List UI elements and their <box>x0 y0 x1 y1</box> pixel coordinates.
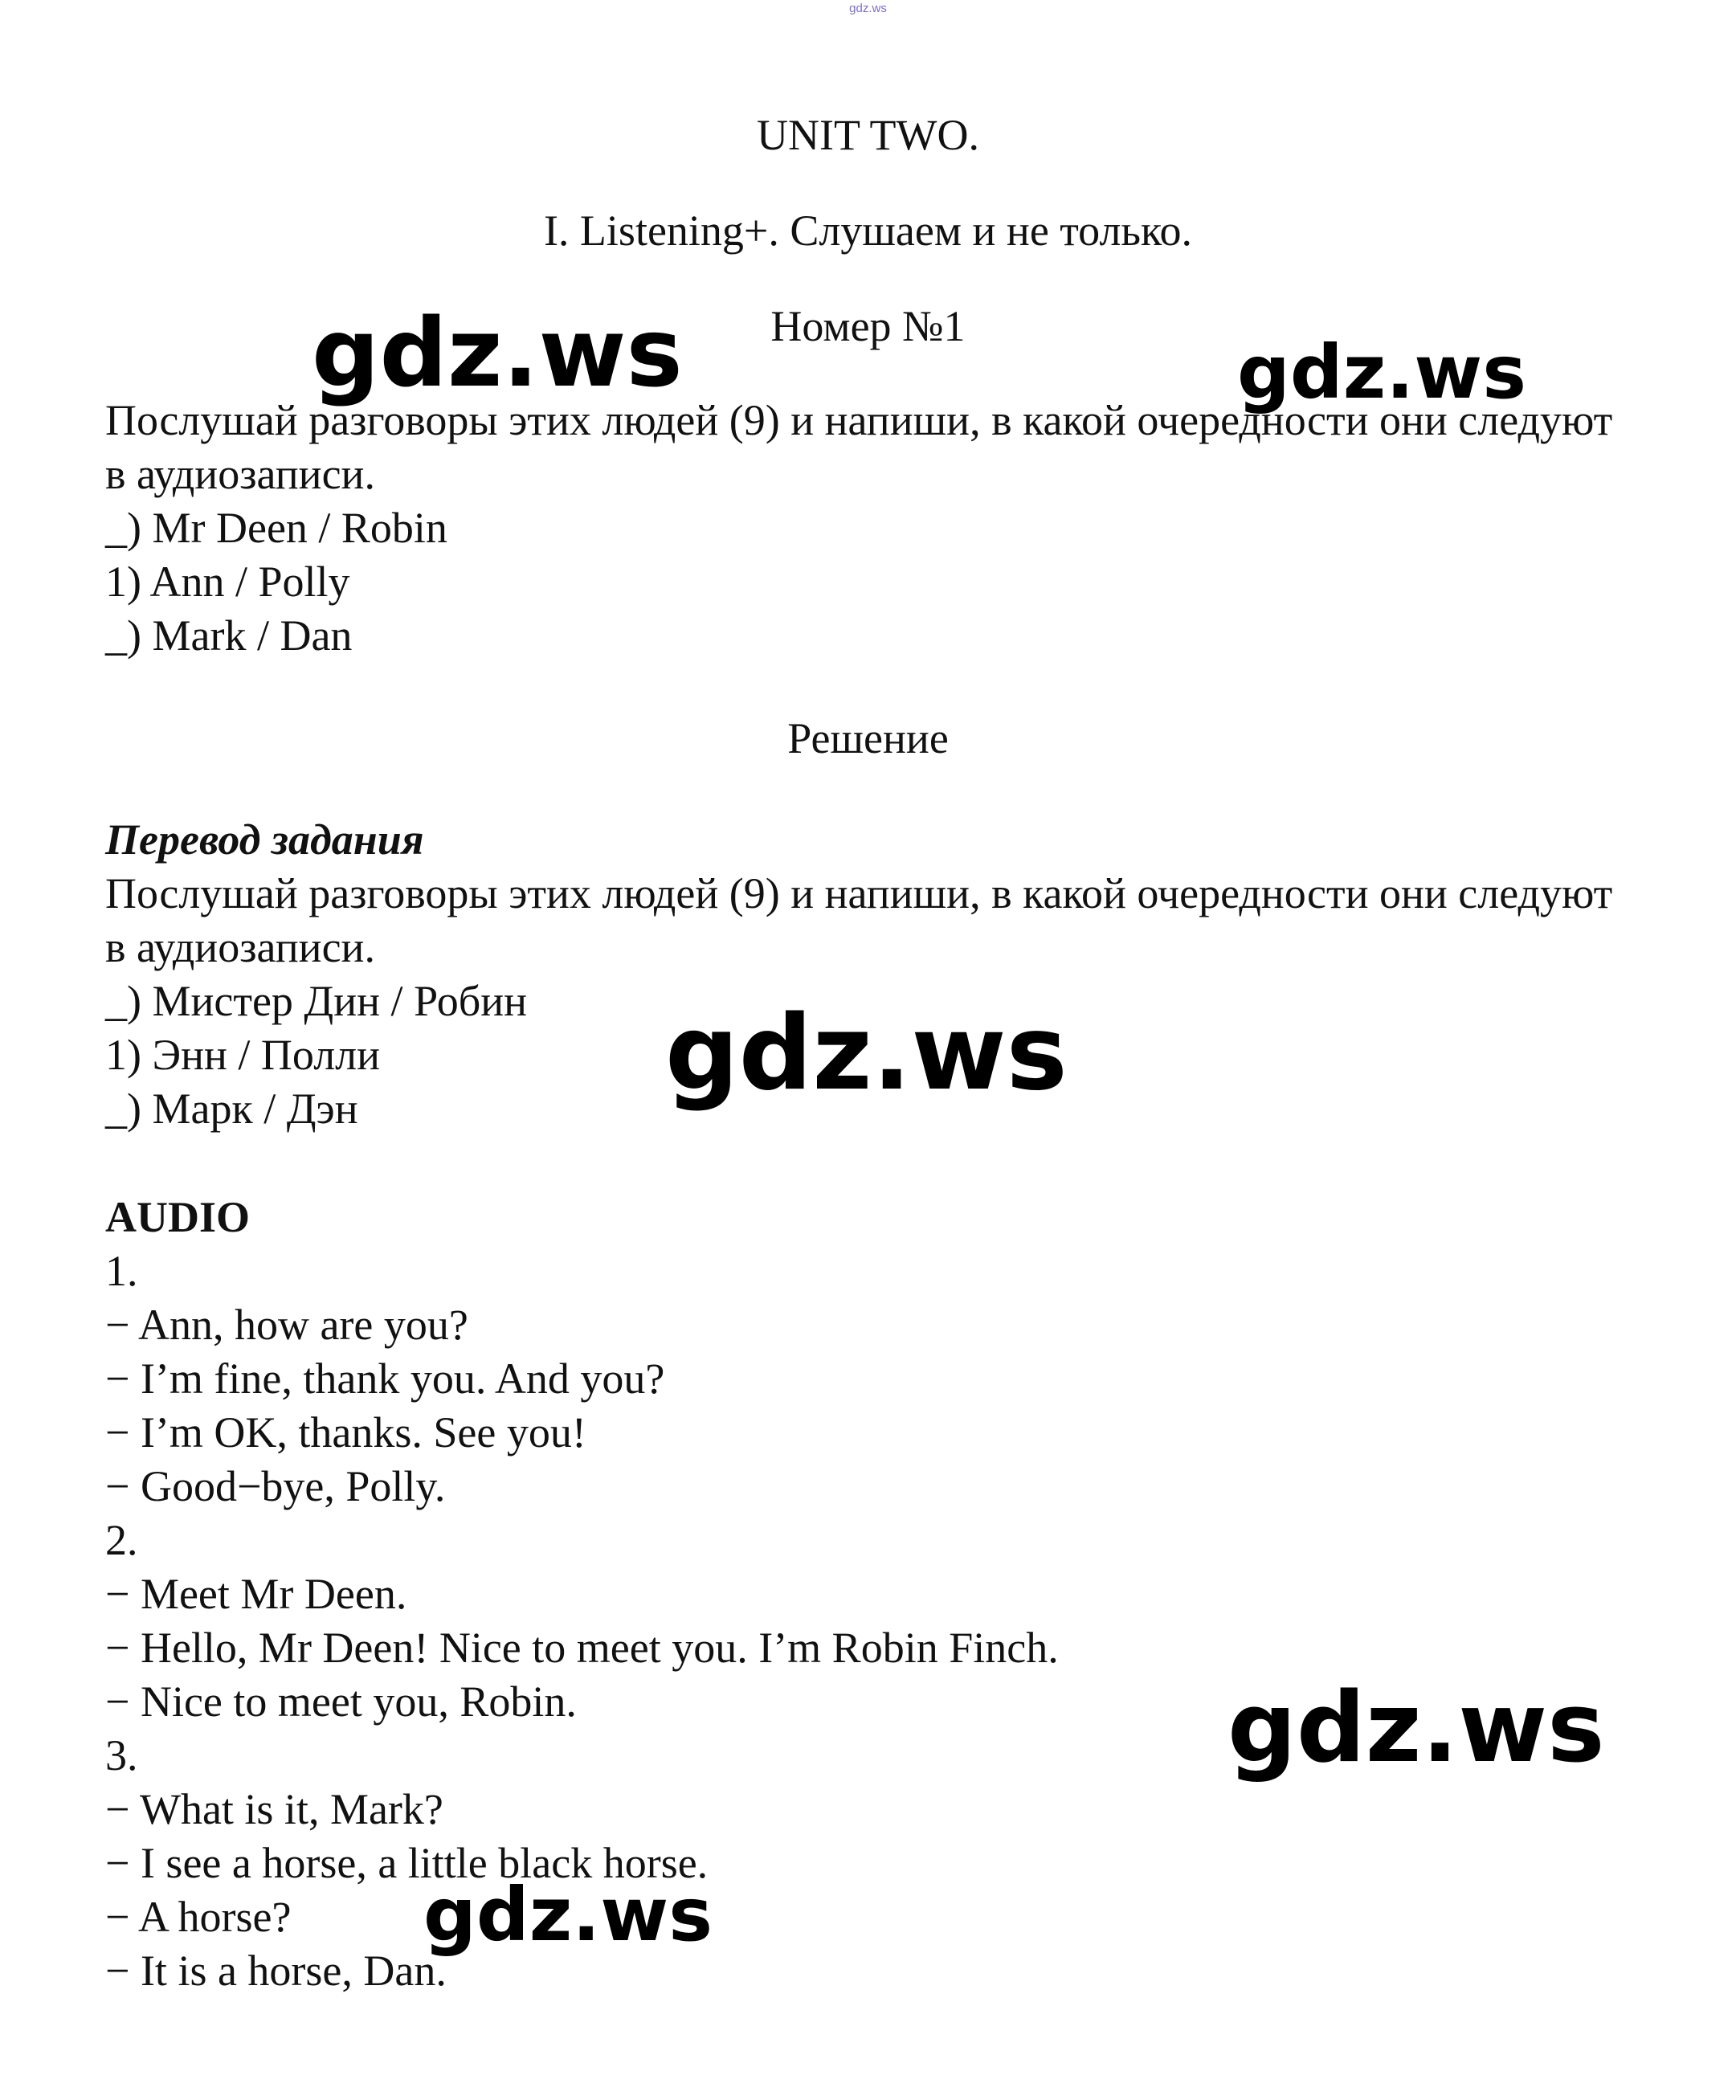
audio-line: − I’m fine, thank you. And you? <box>105 1354 665 1403</box>
audio-line: − It is a horse, Dan. <box>105 1947 447 1995</box>
audio-line: − Good−bye, Polly. <box>105 1462 446 1510</box>
watermark: gdz.ws <box>423 1872 713 1958</box>
translation-heading: Перевод задания <box>105 815 424 864</box>
task-number: Номер №1 <box>770 302 966 350</box>
audio-line: − Hello, Mr Deen! Nice to meet you. I’m Robin Finch. <box>105 1624 1059 1672</box>
audio-line: − A horse? <box>105 1893 292 1941</box>
translation-item-2: 1) Энн / Полли <box>105 1031 381 1079</box>
watermark: gdz.ws <box>1227 1673 1605 1784</box>
audio-line: − I see a horse, a little black horse. <box>105 1839 709 1887</box>
translation-item-1: _) Мистер Дин / Робин <box>105 977 528 1025</box>
watermark: gdz.ws <box>1237 329 1526 415</box>
audio-heading: AUDIO <box>105 1193 251 1241</box>
task-item-3: _) Mark / Dan <box>105 611 353 660</box>
watermark: gdz.ws <box>312 297 683 408</box>
watermark: gdz.ws <box>665 994 1068 1113</box>
solution-heading: Решение <box>787 714 949 762</box>
audio-line: − What is it, Mark? <box>105 1785 443 1833</box>
translation-paragraph: Послушай разговоры этих людей (9) и напиши, в какой очередности они следуют в аудиозаписи. <box>105 869 1613 971</box>
audio-line: − Ann, how are you? <box>105 1301 468 1349</box>
task-item-1: _) Mr Deen / Robin <box>105 504 447 552</box>
audio-line: − I’m OK, thanks. See you! <box>105 1408 586 1457</box>
audio-line: 2. <box>105 1516 138 1564</box>
task-paragraph: Послушай разговоры этих людей (9) и напиши, в какой очередности они следуют в аудиозаписи. <box>105 396 1613 498</box>
unit-title: UNIT TWO. <box>757 111 979 159</box>
translation-item-3: _) Марк / Дэн <box>105 1085 358 1133</box>
top-watermark-link: gdz.ws <box>849 2 887 15</box>
audio-line: − Nice to meet you, Robin. <box>105 1677 577 1726</box>
audio-line: 3. <box>105 1731 138 1779</box>
audio-line: 1. <box>105 1247 138 1295</box>
section-title: I. Listening+. Слушаем и не только. <box>543 206 1193 255</box>
audio-line: − Meet Mr Deen. <box>105 1570 407 1618</box>
task-item-2: 1) Ann / Polly <box>105 558 350 606</box>
